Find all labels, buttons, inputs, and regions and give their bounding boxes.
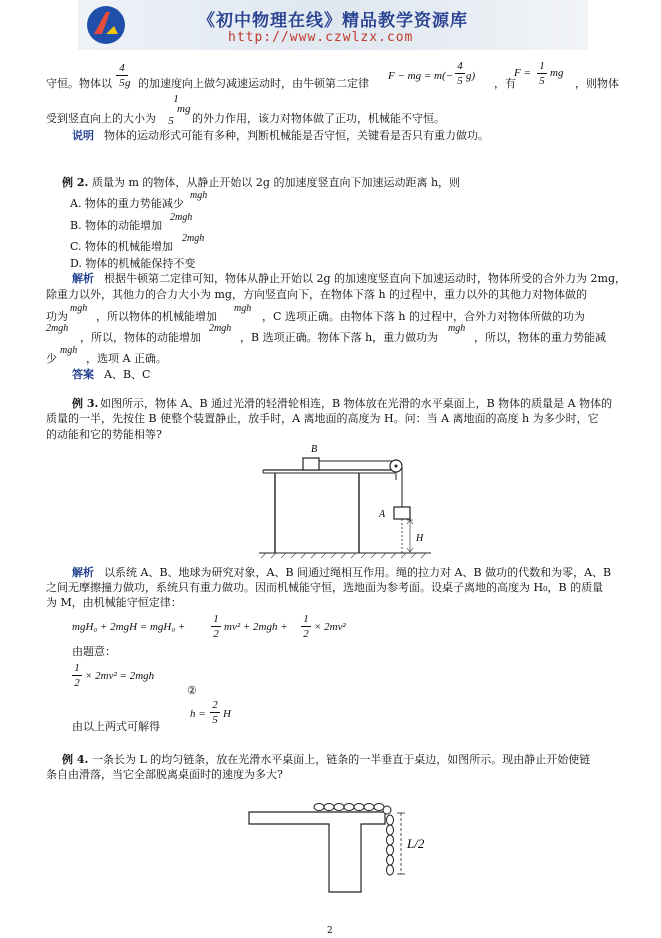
- ex2-analysis-4-math3: mgh: [448, 323, 466, 334]
- note-text: 物体的运动形式可能有多种，判断机械能是否守恒，关键看是否只有重力做功。: [104, 129, 489, 142]
- conclude: 由以上两式可解得: [72, 720, 160, 733]
- ex2-question: 质量为 m 的物体，从静止开始以 2g 的加速度竖直向下加速运动距离 h，则: [92, 176, 461, 189]
- intro-line1-b: 的加速度向上做匀减速运动时，由牛顿第二定律: [138, 77, 369, 90]
- ex2-option-d: D. 物体的机械能保持不变: [70, 257, 196, 270]
- intro-line2-a: 受到竖直向上的大小为: [46, 112, 156, 125]
- ex2-answer-text: A、B、C: [104, 368, 151, 381]
- ex4-question-2: 条自由滑落，当它全部脱离桌面时的速度为多大?: [46, 768, 283, 781]
- page-number: 2: [327, 926, 333, 936]
- eq2-b: × 2mv² = 2mgh: [85, 670, 155, 682]
- ex2-analysis-3c: ，C 选项正确。由物体下落 h 的过程中，合外力对物体所做的功为: [262, 310, 585, 323]
- by-title: 由题意：: [72, 645, 116, 658]
- eq-F-left: F =: [514, 67, 531, 79]
- table: [249, 812, 385, 892]
- ex2-analysis-4-math2: 2mgh: [209, 323, 232, 334]
- ex4-label: 例 4.: [62, 753, 89, 766]
- ex3-analysis-label: 解析: [72, 566, 94, 579]
- frac-1-5-mg: 1 mg 5: [168, 93, 191, 127]
- ex2-analysis-3-math1: mgh: [70, 303, 88, 314]
- ex2-option-a-math: mgh: [190, 190, 208, 201]
- circle-2: ②: [187, 684, 197, 697]
- eq3-b: H: [223, 708, 231, 720]
- frac-1-5: 1 5: [537, 60, 547, 87]
- ex2-option-b-math: 2mgh: [170, 212, 193, 223]
- ex3-label: 例 3.: [72, 397, 99, 410]
- ex2-option-c: C. 物体的机械能增加: [70, 240, 174, 253]
- ex2-option-a: A. 物体的重力势能减少: [70, 197, 184, 210]
- ex2-analysis-4b: ，B 选项正确。物体下落 h，重力做功为: [240, 331, 439, 344]
- ex2-analysis-5a: 少: [46, 352, 57, 365]
- ex2-analysis-5b: ，选项 A 正确。: [86, 352, 167, 365]
- ex2-analysis-4a: ，所以，物体的动能增加: [80, 331, 201, 344]
- eq1-half-1: 1 2: [211, 613, 221, 640]
- eq3-a: h =: [190, 708, 206, 720]
- eq-F-var: mg: [550, 67, 564, 79]
- ex2-analysis-3-math2: mgh: [234, 303, 252, 314]
- ex2-analysis-3a: 功为: [46, 310, 68, 323]
- ex3-analysis-2: 之间无摩擦撞力做功，系统只有重力做功。因而机械能守恒，选地面为参考面。设桌子离地的高度为 H₀，B 的质量: [46, 581, 604, 594]
- header-banner: [78, 0, 588, 50]
- block-a: [394, 507, 410, 519]
- header-title: 《初中物理在线》精品教学资源库: [198, 11, 468, 31]
- eq1-a: mgH₀ + 2mgH = mgH₀ +: [72, 621, 186, 633]
- ex4-question-1: 一条长为 L 的均匀链条，放在光滑水平桌面上，链条的一半垂直于桌边，如图所示。现由静止开始使链: [92, 753, 591, 766]
- ex2-analysis-label: 解析: [72, 272, 94, 285]
- ex2-label: 例 2.: [62, 176, 89, 189]
- ex3-question-2: 质量的一半，先按住 B 使整个装置静止，放手时，A 离地面的高度为 H。问：当 A 离地面的高度 h 为多少时，它: [46, 412, 599, 425]
- ex2-analysis-4-math1: 2mgh: [46, 323, 69, 334]
- eq-newton-left: F − mg = m(−: [388, 70, 454, 82]
- ex3-question-3: 的动能和它的势能相等?: [46, 428, 162, 441]
- eq1-b: mv² + 2mgh +: [224, 621, 288, 633]
- fig-label-a: A: [379, 509, 386, 520]
- ex3-analysis-3: 为 M，由机械能守恒定律：: [46, 596, 182, 609]
- eq1-half-2: 1 2: [301, 613, 311, 640]
- fig-label-h: H: [416, 533, 424, 544]
- ex2-analysis-2: 除重力以外，其他力的合力大小为 mg，方向竖直向下，在物体下落 h 的过程中，重力以外的其他力对物体做的: [46, 288, 588, 301]
- eq2-half: 1 2: [72, 662, 82, 689]
- block-b: [303, 458, 319, 470]
- chain-figure: [245, 800, 445, 895]
- ex2-answer-label: 答案: [72, 368, 94, 381]
- eq3-frac: 2 5: [210, 699, 220, 726]
- ex2-option-b: B. 物体的动能增加: [70, 219, 163, 232]
- eq1-c: × 2mv²: [314, 621, 346, 633]
- pulley-figure: [255, 440, 435, 565]
- intro-line1-d: ，则物体: [575, 77, 619, 90]
- fig-label-b: B: [311, 444, 318, 455]
- ex3-analysis-1: 以系统 A、B、地球为研究对象，A、B 间通过绳相互作用。绳的拉力对 A、B 做功的代数和为零，A、B: [104, 566, 612, 579]
- header-url[interactable]: http://www.czwlzx.com: [228, 30, 414, 45]
- ex2-analysis-3b: ，所以物体的机械能增加: [96, 310, 217, 323]
- intro-line1-c: ，有: [494, 77, 516, 90]
- frac-4-5-var: g: [125, 77, 131, 89]
- ex2-analysis-1: 根据牛顿第二定律可知，物体从静止开始以 2g 的加速度竖直向下加速运动时，物体所受的合外力为 2mg，: [104, 272, 626, 285]
- logo-icon: [84, 4, 128, 46]
- eq-newton-right: g): [466, 70, 476, 82]
- ex2-option-c-math: 2mgh: [182, 233, 205, 244]
- ex3-question-1: 如图所示，物体 A、B 通过光滑的轻滑轮相连，B 物体放在光滑的水平桌面上，B 物体的质量是 A 物体的: [100, 397, 613, 410]
- fig-label-l2: L/2: [407, 836, 425, 851]
- ex2-analysis-5-math: mgh: [60, 345, 78, 356]
- frac-4-5: 4 5: [116, 62, 128, 89]
- frac-eq-4-5: 4 5: [455, 60, 465, 87]
- note-label: 说明: [72, 129, 94, 142]
- intro-line2-b: 的外力作用，该力对物体做了正功，机械能不守恒。: [192, 112, 445, 125]
- intro-line1-a: 守恒。物体以: [46, 77, 112, 90]
- ex2-analysis-4c: ，所以，物体的重力势能减: [474, 331, 606, 344]
